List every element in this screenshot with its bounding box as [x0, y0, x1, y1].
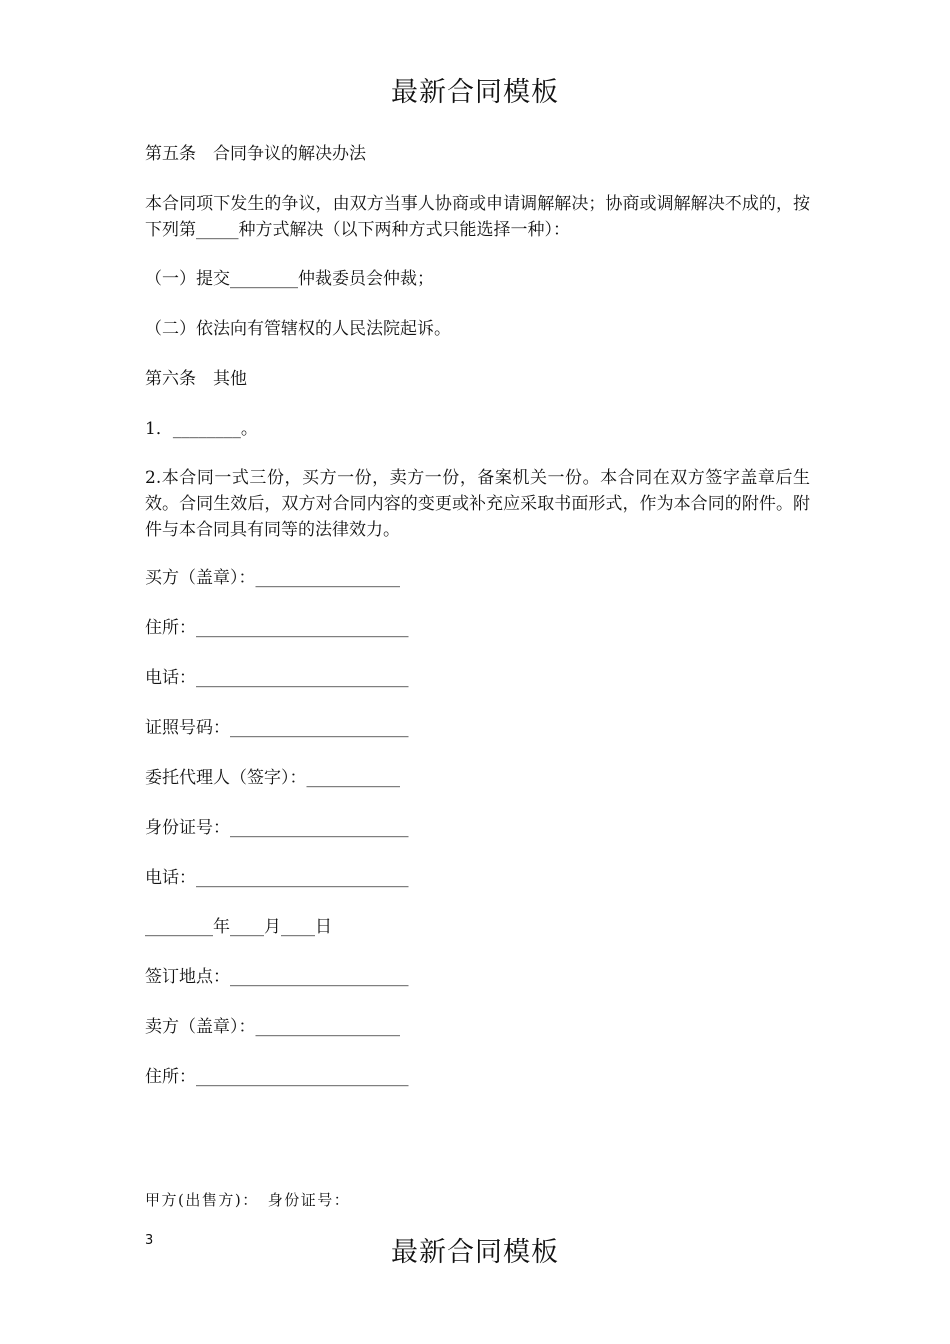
buyer-agent-field: 委托代理人（签字）：___________: [145, 768, 400, 788]
article5-body: 本合同项下发生的争议，由双方当事人协商或申请调解解决；协商或调解解决不成的，按下列第_____种方式解决（以下两种方式只能选择一种）：: [145, 194, 810, 240]
buyer-address-field: 住所：_________________________: [145, 618, 409, 638]
article6-item2: 2.本合同一式三份，买方一份，卖方一份，备案机关一份。本合同在双方签字盖章后生效。合同生效后，双方对合同内容的变更或补充应采取书面形式，作为本合同的附件。附件与本合同具有同等的法律效力。: [145, 468, 810, 540]
seller-address-field: 住所：_________________________: [145, 1067, 409, 1087]
sign-place-field: 签订地点：_____________________: [145, 967, 409, 987]
buyer-seal-field: 买方（盖章）：_________________: [145, 568, 400, 588]
article5-heading: 第五条 合同争议的解决办法: [145, 144, 366, 164]
date-line: ________年____月____日: [145, 917, 332, 937]
header-title: 最新合同模板: [391, 77, 559, 108]
buyer-id-field: 身份证号：_____________________: [145, 818, 409, 838]
seller-seal-field: 卖方（盖章）：_________________: [145, 1017, 400, 1037]
article6-item1: 1．________。: [145, 419, 258, 439]
buyer-agent-phone-field: 电话：_________________________: [145, 868, 409, 888]
buyer-phone-field: 电话：_________________________: [145, 668, 409, 688]
page-number: 3: [145, 1233, 154, 1248]
article6-heading: 第六条 其他: [145, 369, 247, 389]
article5-option1: （一）提交________仲裁委员会仲裁；: [145, 269, 434, 289]
article5-option2: （二）依法向有管辖权的人民法院起诉。: [145, 319, 451, 339]
party-a-line: 甲方(出售方)： 身份证号：: [145, 1191, 351, 1209]
buyer-license-field: 证照号码：_____________________: [145, 718, 409, 738]
footer-title: 最新合同模板: [391, 1237, 559, 1268]
